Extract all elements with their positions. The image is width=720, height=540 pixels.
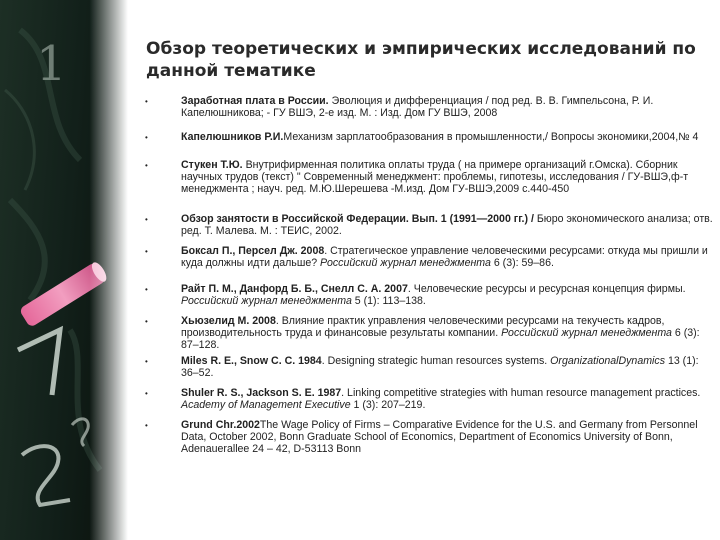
bullet-icon: • (145, 215, 148, 224)
chalkboard-decoration (0, 0, 128, 540)
reference-volume: 13 (1): 36–52. (181, 355, 699, 379)
reference-volume: 6 (3): 59–86. (490, 256, 554, 269)
reference-author: Хьюзелид М. 2008 (181, 315, 276, 327)
reference-author: Капелюшников Р.И. (181, 131, 284, 143)
reference-author: Заработная плата в России. (181, 95, 329, 107)
reference-text: . Влияние практик управления человеческими ресурсами на текучесть кадров, производительность труда и финансовые результаты компании. (181, 315, 665, 339)
reference-volume: 1 (3): 207–219. (350, 398, 426, 411)
reference-item (140, 132, 715, 144)
reference-item (140, 246, 715, 270)
reference-author: Miles R. E., Snow C. C. 1984 (181, 355, 322, 367)
bullet-icon: • (145, 357, 148, 366)
reference-journal: Российский журнал менеджмента (501, 326, 672, 339)
reference-item (140, 420, 715, 455)
reference-author: Райт П. М., Данфорд Б. Б., Снелл С. А. 2007 (181, 283, 408, 295)
reference-text: . Designing strategic human resources systems. (321, 355, 551, 367)
bullet-icon: • (145, 161, 148, 170)
reference-volume: 6 (3): 87–128. (181, 326, 700, 351)
reference-text: Механизм зарплатообразования в промышленности,/ Вопросы экономики,2004,№ 4 (283, 131, 699, 143)
reference-item (140, 96, 715, 120)
reference-text: . Человеческие ресурсы и ресурсная концепция фирмы. (407, 283, 686, 295)
slide-title: Обзор теоретических и эмпирических исследований по данной тематике (146, 39, 696, 81)
reference-item (140, 388, 715, 412)
reference-volume: 5 (1): 113–138. (351, 294, 426, 307)
reference-item (140, 356, 715, 380)
chalkboard-image (0, 0, 128, 540)
bullet-icon: • (145, 389, 148, 398)
reference-author: Shuler R. S., Jackson S. E. 1987 (181, 387, 342, 399)
bullet-icon: • (145, 317, 148, 326)
reference-item (140, 316, 715, 351)
reference-text: Эволюция и дифференциация / под ред. В. В. Гимпельсона, Р. И. Капелюшникова; - ГУ ВШЭ, 2-е изд. М. : Изд. Дом ГУ ВШЭ, 2008 (181, 95, 654, 119)
reference-author: Grund Chr.2002 (181, 419, 260, 431)
reference-item (140, 214, 715, 238)
reference-item (140, 160, 715, 195)
bullet-icon: • (145, 133, 148, 142)
bullet-icon: • (145, 247, 148, 256)
reference-journal: OrganizationalDynamics (550, 355, 665, 367)
reference-text: Внутрифирменная политика оплаты труда ( на примере организаций г.Омска). Сборник научных трудов (текст) " Современный менеджмент: проблемы, гипотезы, исследования / ГУ-ВШЭ,ф-т менеджмента ; науч. ред. М.Ю.Шерешева -М.изд. Дом ГУ-ВШЭ,2009 с.440-450 (181, 159, 689, 195)
reference-item (140, 284, 715, 308)
reference-journal: Российский журнал менеджмента (320, 256, 491, 269)
bullet-icon: • (145, 97, 148, 106)
reference-author: Стукен Т.Ю. (181, 159, 243, 171)
bullet-icon: • (145, 421, 148, 430)
reference-text: . Linking competitive strategies with human resource management practices. (341, 387, 701, 399)
reference-author: Обзор занятости в Российской Федерации. Вып. 1 (1991—2000 гг.) / (181, 213, 534, 225)
bullet-icon: • (145, 285, 148, 294)
reference-text: Бюро экономического анализа; отв. ред. Т. Малева. М. : ТЕИС, 2002. (181, 213, 713, 237)
reference-journal: Российский журнал менеджмента (181, 294, 352, 307)
reference-text: The Wage Policy of Firms – Comparative Evidence for the U.S. and Germany from Personnel Data, October 2002, Bonn Graduate School of Economics, Department of Economics University of Bonn, Adenauerallee 24 – 42, D-53113 Bonn (181, 419, 698, 455)
reference-text: . Стратегическое управление человеческими ресурсами: откуда мы пришли и куда должны идти дальше? (181, 245, 708, 269)
reference-journal: Academy of Management Executive (181, 398, 351, 411)
reference-author: Боксал П., Персел Дж. 2008 (181, 245, 325, 257)
